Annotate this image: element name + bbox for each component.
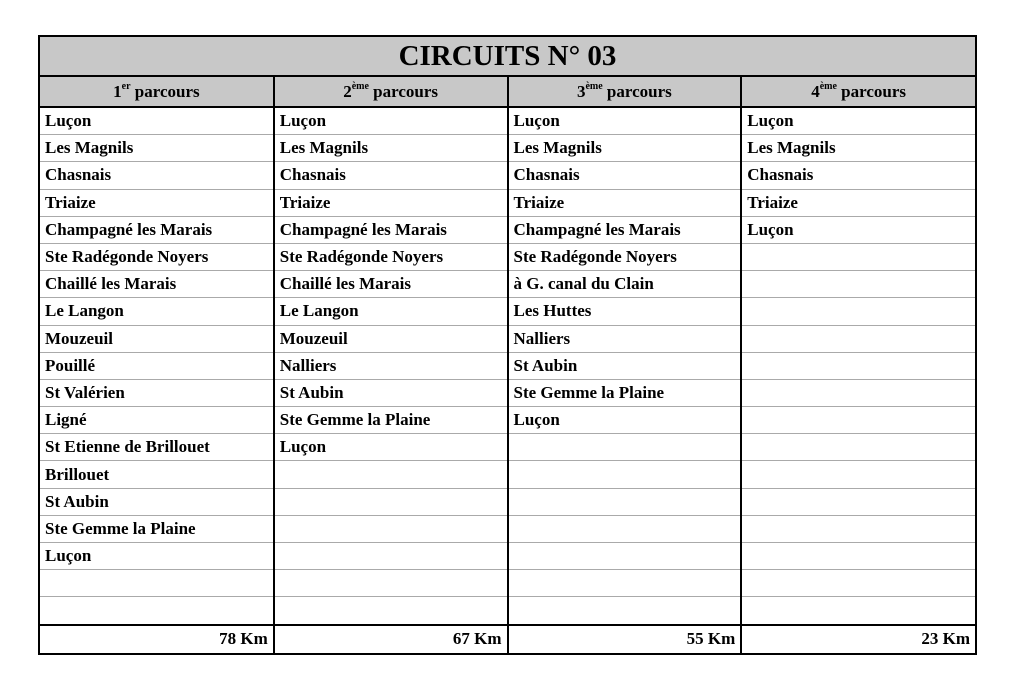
column-header-num: 2 <box>343 81 352 101</box>
stop-cell <box>274 461 508 488</box>
stop-cell <box>741 488 975 515</box>
stop-cell: Ste Gemme la Plaine <box>508 379 742 406</box>
table-row <box>40 488 975 515</box>
stop-cell <box>508 597 742 625</box>
stop-cell: Mouzeuil <box>274 325 508 352</box>
stop-cell: Luçon <box>741 216 975 243</box>
stop-cell: Ste Radégonde Noyers <box>508 243 742 270</box>
stop-cell: Ste Radégonde Noyers <box>274 243 508 270</box>
stop-cell: Chaillé les Marais <box>40 271 274 298</box>
table-row <box>40 379 975 406</box>
column-header-2 <box>274 76 508 107</box>
table-title: CIRCUITS N° 03 <box>40 37 975 76</box>
stop-cell: Chasnais <box>40 162 274 189</box>
stop-cell <box>508 515 742 542</box>
column-header-label: parcours <box>602 81 672 101</box>
column-header-num: 4 <box>811 81 820 101</box>
stop-cell: Ste Gemme la Plaine <box>40 515 274 542</box>
column-header-4 <box>741 76 975 107</box>
stop-cell: St Aubin <box>274 379 508 406</box>
stop-cell: Pouillé <box>40 352 274 379</box>
stop-cell: Luçon <box>274 434 508 461</box>
stop-cell: Nalliers <box>508 325 742 352</box>
stop-cell <box>741 515 975 542</box>
stop-cell <box>741 271 975 298</box>
table-row <box>40 570 975 597</box>
stop-cell <box>741 352 975 379</box>
stop-cell <box>508 543 742 570</box>
stop-cell <box>274 570 508 597</box>
column-header-label: parcours <box>368 81 439 101</box>
stop-cell: Ste Gemme la Plaine <box>274 407 508 434</box>
column-header-sup: er <box>121 80 131 92</box>
totals-row <box>40 625 975 653</box>
stop-cell: Luçon <box>274 107 508 135</box>
stop-cell: Champagné les Marais <box>508 216 742 243</box>
stop-cell <box>274 597 508 625</box>
stop-cell: Champagné les Marais <box>274 216 508 243</box>
stop-cell <box>274 543 508 570</box>
stop-cell: Chasnais <box>741 162 975 189</box>
circuits-table <box>40 37 975 653</box>
column-header-3 <box>508 76 742 107</box>
total-cell-3: 55 Km <box>508 625 742 653</box>
stop-cell: Le Langon <box>40 298 274 325</box>
table-row <box>40 298 975 325</box>
table-row <box>40 107 975 135</box>
table-row <box>40 135 975 162</box>
stop-cell: Triaize <box>40 189 274 216</box>
stop-cell <box>741 461 975 488</box>
stop-cell: Brillouet <box>40 461 274 488</box>
stop-cell: Champagné les Marais <box>40 216 274 243</box>
stop-cell: Luçon <box>508 407 742 434</box>
stop-cell: Triaize <box>274 189 508 216</box>
total-cell-2: 67 Km <box>274 625 508 653</box>
stop-cell: Les Huttes <box>508 298 742 325</box>
table-row <box>40 597 975 625</box>
total-cell-1: 78 Km <box>40 625 274 653</box>
stop-cell <box>508 461 742 488</box>
title-row <box>40 37 975 76</box>
column-header-sup: ème <box>351 80 369 92</box>
stop-cell <box>40 597 274 625</box>
stop-cell: Luçon <box>741 107 975 135</box>
stop-cell <box>274 515 508 542</box>
total-cell-4: 23 Km <box>741 625 975 653</box>
stop-cell: Nalliers <box>274 352 508 379</box>
stop-cell: Ligné <box>40 407 274 434</box>
stop-cell <box>741 543 975 570</box>
stop-cell <box>274 488 508 515</box>
stop-cell <box>741 434 975 461</box>
column-header-num: 3 <box>576 81 586 101</box>
column-header-sup: ème <box>585 80 603 92</box>
table-row <box>40 434 975 461</box>
stop-cell <box>741 298 975 325</box>
stop-cell: Mouzeuil <box>40 325 274 352</box>
table-row <box>40 461 975 488</box>
column-header-sup: ème <box>819 80 837 92</box>
stop-cell <box>508 570 742 597</box>
stop-cell <box>741 407 975 434</box>
stop-cell <box>508 434 742 461</box>
table-row <box>40 352 975 379</box>
table-row <box>40 162 975 189</box>
column-header-label: parcours <box>130 81 200 101</box>
table-row <box>40 189 975 216</box>
stop-cell: St Valérien <box>40 379 274 406</box>
stop-cell: à G. canal du Clain <box>508 271 742 298</box>
stop-cell: Triaize <box>741 189 975 216</box>
stop-cell: Chaillé les Marais <box>274 271 508 298</box>
table-row <box>40 271 975 298</box>
stop-cell: St Etienne de Brillouet <box>40 434 274 461</box>
table-row <box>40 216 975 243</box>
stop-cell: Chasnais <box>508 162 742 189</box>
stop-cell <box>741 379 975 406</box>
stop-cell: Ste Radégonde Noyers <box>40 243 274 270</box>
table-row <box>40 243 975 270</box>
table-row <box>40 407 975 434</box>
table-row <box>40 543 975 570</box>
stop-cell <box>741 325 975 352</box>
stop-cell: Luçon <box>40 107 274 135</box>
column-header-num: 1 <box>113 81 122 101</box>
stop-cell <box>741 597 975 625</box>
stop-cell: Luçon <box>508 107 742 135</box>
stop-cell <box>741 570 975 597</box>
stop-cell <box>741 243 975 270</box>
circuits-table-frame <box>38 35 977 655</box>
column-header-label: parcours <box>836 81 907 101</box>
stop-cell: Les Magnils <box>508 135 742 162</box>
column-header-1 <box>40 76 274 107</box>
stop-cell: Les Magnils <box>40 135 274 162</box>
table-row <box>40 515 975 542</box>
stop-cell <box>40 570 274 597</box>
stop-cell: Les Magnils <box>741 135 975 162</box>
stop-cell: Le Langon <box>274 298 508 325</box>
stop-cell <box>508 488 742 515</box>
stop-cell: St Aubin <box>508 352 742 379</box>
stop-cell: Les Magnils <box>274 135 508 162</box>
stop-cell: Luçon <box>40 543 274 570</box>
table-row <box>40 325 975 352</box>
column-header-row <box>40 76 975 107</box>
stop-cell: St Aubin <box>40 488 274 515</box>
stop-cell: Chasnais <box>274 162 508 189</box>
table-body <box>40 107 975 653</box>
stop-cell: Triaize <box>508 189 742 216</box>
